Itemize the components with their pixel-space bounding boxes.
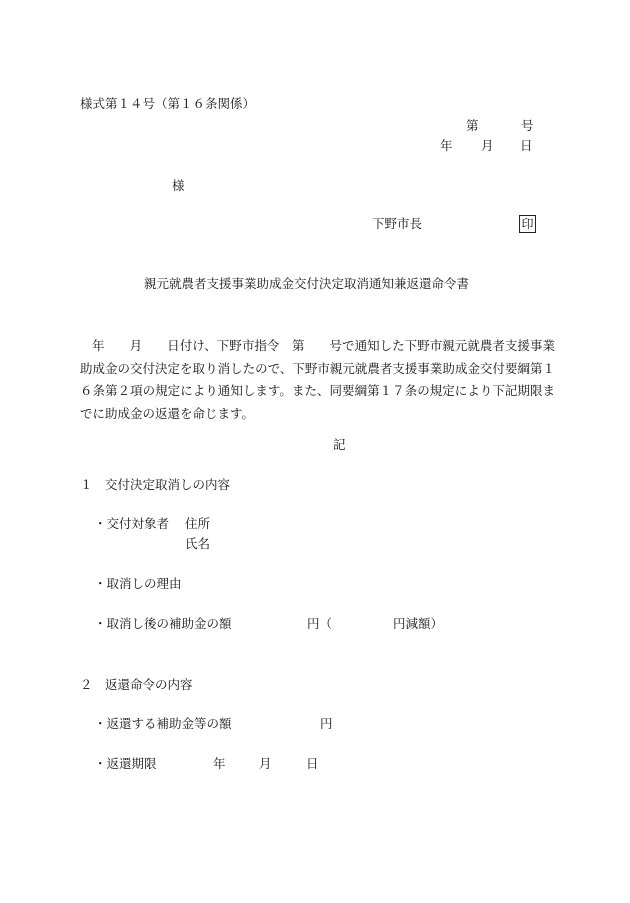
deadline-label: ・返還期限: [94, 756, 157, 771]
ref-dai: 第: [466, 118, 479, 133]
ki-label: 記: [333, 437, 346, 452]
return-yen: 円: [320, 716, 333, 731]
section2-heading: ２ 返還命令の内容: [80, 677, 193, 692]
seal-mark: 印: [519, 215, 536, 233]
yen-open: 円（: [307, 616, 333, 631]
form-label: 様式第１４号（第１６条関係）: [80, 96, 256, 111]
reason-label: ・取消しの理由: [94, 576, 182, 591]
date-day: 日: [520, 138, 533, 153]
addressee-suffix: 様: [172, 178, 185, 193]
name-label: 氏名: [185, 536, 211, 551]
target-label: ・交付対象者: [94, 516, 170, 531]
yen-reduced: 円減額）: [393, 616, 444, 631]
after-amount-label: ・取消し後の補助金の額: [94, 616, 232, 631]
issuer: 下野市長: [372, 216, 423, 231]
deadline-day: 日: [306, 756, 319, 771]
document-title: 親元就農者支援事業助成金交付決定取消通知兼返還命令書: [144, 276, 470, 291]
date-year: 年: [440, 138, 453, 153]
deadline-month: 月: [259, 756, 272, 771]
address-label: 住所: [185, 516, 211, 531]
date-month: 月: [481, 138, 494, 153]
deadline-year: 年: [213, 756, 226, 771]
ref-go: 号: [521, 118, 534, 133]
return-amount-label: ・返還する補助金等の額: [94, 716, 232, 731]
body-paragraph: 年 月 日付け、下野市指令 第 号で通知した下野市親元就農者支援事業助成金の交付決定を取り消したので、下野市親元就農者支援事業助成金交付要綱第１６条第２項の規定により通知します。また、同要綱第１７条の規定により下記期限までに助成金の返還を命じます。: [80, 338, 555, 421]
section1-heading: １ 交付決定取消しの内容: [80, 477, 231, 492]
